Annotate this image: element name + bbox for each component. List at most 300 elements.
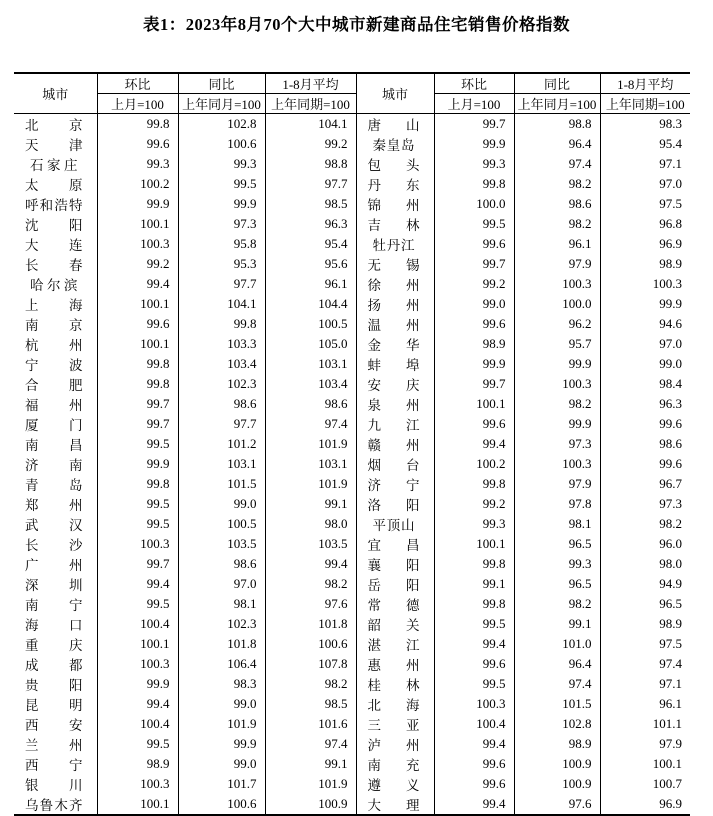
mom-value-cell: 99.7 (434, 374, 514, 394)
header-mom-base-left: 上月=100 (97, 94, 178, 114)
yoy-value-cell: 98.2 (514, 594, 600, 614)
mom-value-cell: 99.7 (97, 414, 178, 434)
avg-value-cell: 97.9 (659, 736, 682, 751)
header-yoy-left: 同比 (178, 73, 265, 94)
avg-value-cell: 98.4 (659, 376, 682, 391)
avg-value-cell: 96.7 (659, 476, 682, 491)
city-cell (356, 434, 434, 454)
mom-value-cell: 99.9 (434, 134, 514, 154)
avg-value-cell: 103.5 (265, 534, 356, 554)
city-cell (356, 274, 434, 294)
yoy-value-cell: 101.5 (514, 694, 600, 714)
yoy-value-cell: 103.4 (178, 354, 265, 374)
mom-value-cell: 99.6 (97, 314, 178, 334)
avg-value-cell: 94.9 (659, 576, 682, 591)
table-row (14, 594, 690, 614)
city-name: 泸州 (367, 738, 420, 753)
header-avg-right: 1-8月平均 (600, 73, 690, 94)
yoy-value-cell: 98.1 (178, 594, 265, 614)
mom-value-cell: 99.8 (97, 474, 178, 494)
city-name: 包头 (367, 158, 420, 173)
city-cell (356, 634, 434, 654)
city-cell (356, 694, 434, 714)
city-cell (14, 734, 97, 754)
yoy-value-cell: 97.9 (514, 254, 600, 274)
city-cell (356, 674, 434, 694)
mom-value-cell: 99.4 (434, 634, 514, 654)
avg-value-cell: 104.1 (265, 114, 356, 135)
avg-value-cell: 97.0 (659, 336, 682, 351)
city-cell (356, 514, 434, 534)
mom-value-cell: 99.1 (434, 574, 514, 594)
mom-value-cell: 100.1 (97, 334, 178, 354)
avg-value-cell: 96.9 (659, 796, 682, 811)
city-name: 扬州 (367, 298, 420, 313)
city-cell (14, 234, 97, 254)
yoy-value-cell: 97.3 (178, 214, 265, 234)
city-cell (14, 794, 97, 815)
table-row (14, 194, 690, 214)
avg-value-cell: 99.6 (659, 416, 682, 431)
city-cell (14, 354, 97, 374)
mom-value-cell: 100.1 (97, 634, 178, 654)
table-row (14, 494, 690, 514)
yoy-value-cell: 99.0 (178, 694, 265, 714)
avg-value-cell: 103.1 (265, 354, 356, 374)
mom-value-cell: 99.3 (434, 514, 514, 534)
header-yoy-right: 同比 (514, 73, 600, 94)
city-name: 安庆 (367, 378, 420, 393)
city-name: 唐山 (367, 118, 420, 133)
mom-value-cell: 99.8 (97, 114, 178, 135)
city-name: 遵义 (367, 778, 420, 793)
mom-value-cell: 99.7 (97, 554, 178, 574)
city-name: 牡丹江 (372, 238, 415, 253)
yoy-value-cell: 99.0 (178, 494, 265, 514)
mom-value-cell: 99.8 (434, 594, 514, 614)
city-cell (14, 434, 97, 454)
city-name: 温州 (367, 318, 420, 333)
mom-value-cell: 100.1 (97, 214, 178, 234)
city-name: 呼和浩特 (25, 198, 83, 213)
city-cell (356, 574, 434, 594)
yoy-value-cell: 98.1 (514, 514, 600, 534)
yoy-value-cell: 100.3 (514, 374, 600, 394)
city-name: 上海 (25, 298, 83, 313)
mom-value-cell: 99.5 (434, 614, 514, 634)
city-cell (14, 394, 97, 414)
table-row (14, 654, 690, 674)
yoy-value-cell: 95.7 (514, 334, 600, 354)
avg-value-cell: 97.1 (659, 676, 682, 691)
mom-value-cell: 99.5 (97, 594, 178, 614)
city-cell (14, 134, 97, 154)
mom-value-cell: 99.6 (434, 314, 514, 334)
yoy-value-cell: 98.2 (514, 394, 600, 414)
mom-value-cell: 99.8 (97, 374, 178, 394)
city-cell (356, 254, 434, 274)
city-name: 岳阳 (367, 578, 420, 593)
table-row (14, 674, 690, 694)
avg-value-cell: 107.8 (265, 654, 356, 674)
yoy-value-cell: 102.8 (178, 114, 265, 135)
avg-value-cell: 100.9 (265, 794, 356, 815)
city-cell (14, 314, 97, 334)
yoy-value-cell: 102.3 (178, 374, 265, 394)
header-avg-base-right: 上年同期=100 (600, 94, 690, 114)
city-cell (356, 234, 434, 254)
avg-value-cell: 97.0 (659, 176, 682, 191)
city-cell (14, 114, 97, 135)
city-cell (356, 214, 434, 234)
avg-value-cell: 96.1 (265, 274, 356, 294)
avg-value-cell: 97.3 (659, 496, 682, 511)
city-name: 合肥 (25, 378, 83, 393)
yoy-value-cell: 100.6 (178, 134, 265, 154)
city-name: 杭州 (25, 338, 83, 353)
city-cell (356, 174, 434, 194)
yoy-value-cell: 97.8 (514, 494, 600, 514)
header-row-top (14, 73, 690, 94)
price-index-table (14, 72, 690, 816)
city-cell (356, 394, 434, 414)
page-title: 表1：2023年8月70个大中城市新建商品住宅销售价格指数 (143, 15, 570, 34)
yoy-value-cell: 97.3 (514, 434, 600, 454)
city-cell (356, 594, 434, 614)
mom-value-cell: 99.9 (434, 354, 514, 374)
avg-value-cell: 98.0 (659, 556, 682, 571)
mom-value-cell: 98.9 (97, 754, 178, 774)
table-row (14, 554, 690, 574)
mom-value-cell: 99.6 (434, 774, 514, 794)
city-cell (14, 254, 97, 274)
mom-value-cell: 99.4 (434, 734, 514, 754)
mom-value-cell: 98.9 (434, 334, 514, 354)
avg-value-cell: 96.9 (659, 236, 682, 251)
avg-value-cell: 99.0 (659, 356, 682, 371)
city-cell (356, 614, 434, 634)
yoy-value-cell: 97.4 (514, 154, 600, 174)
table-row (14, 154, 690, 174)
city-name: 长春 (25, 258, 83, 273)
city-cell (14, 574, 97, 594)
yoy-value-cell: 96.5 (514, 534, 600, 554)
city-cell (14, 694, 97, 714)
yoy-value-cell: 99.9 (514, 414, 600, 434)
city-cell (14, 294, 97, 314)
city-name: 秦皇岛 (372, 138, 415, 153)
mom-value-cell: 99.4 (97, 274, 178, 294)
yoy-value-cell: 101.0 (514, 634, 600, 654)
yoy-value-cell: 97.7 (178, 414, 265, 434)
city-name: 重庆 (25, 638, 83, 653)
table-row (14, 534, 690, 554)
city-cell (14, 414, 97, 434)
yoy-value-cell: 97.7 (178, 274, 265, 294)
city-name: 银川 (25, 778, 83, 793)
city-cell (356, 754, 434, 774)
yoy-value-cell: 99.8 (178, 314, 265, 334)
avg-value-cell: 98.9 (659, 616, 682, 631)
mom-value-cell: 100.3 (434, 694, 514, 714)
yoy-value-cell: 100.9 (514, 774, 600, 794)
avg-value-cell: 98.5 (265, 694, 356, 714)
avg-value-cell: 103.1 (265, 454, 356, 474)
avg-value-cell: 98.0 (265, 514, 356, 534)
avg-value-cell: 100.1 (652, 756, 682, 771)
yoy-value-cell: 100.3 (514, 454, 600, 474)
avg-value-cell: 94.6 (659, 316, 682, 331)
avg-value-cell: 98.9 (659, 256, 682, 271)
city-name: 厦门 (25, 418, 83, 433)
yoy-value-cell: 98.2 (514, 214, 600, 234)
avg-value-cell: 101.6 (265, 714, 356, 734)
city-name: 九江 (367, 418, 420, 433)
yoy-value-cell: 106.4 (178, 654, 265, 674)
table-row (14, 614, 690, 634)
avg-value-cell: 101.9 (265, 774, 356, 794)
mom-value-cell: 99.6 (97, 134, 178, 154)
city-name: 宁波 (25, 358, 83, 373)
yoy-value-cell: 104.1 (178, 294, 265, 314)
table-row (14, 754, 690, 774)
city-name: 西宁 (25, 758, 83, 773)
city-name: 兰州 (25, 738, 83, 753)
city-cell (14, 194, 97, 214)
yoy-value-cell: 98.8 (514, 114, 600, 135)
avg-value-cell: 96.5 (659, 596, 682, 611)
avg-value-cell: 98.2 (659, 516, 682, 531)
header-avg-base-left: 上年同期=100 (265, 94, 356, 114)
mom-value-cell: 99.4 (434, 794, 514, 815)
city-cell (356, 314, 434, 334)
city-name: 成都 (25, 658, 83, 673)
table-row (14, 234, 690, 254)
mom-value-cell: 100.1 (97, 294, 178, 314)
yoy-value-cell: 100.5 (178, 514, 265, 534)
city-cell (14, 474, 97, 494)
avg-value-cell: 97.1 (659, 156, 682, 171)
avg-value-cell: 99.9 (659, 296, 682, 311)
table-row (14, 434, 690, 454)
city-name: 韶关 (367, 618, 420, 633)
avg-value-cell: 104.4 (265, 294, 356, 314)
city-cell (14, 334, 97, 354)
avg-value-cell: 103.4 (265, 374, 356, 394)
city-cell (356, 294, 434, 314)
avg-value-cell: 96.8 (659, 216, 682, 231)
city-name: 青岛 (25, 478, 83, 493)
yoy-value-cell: 98.2 (514, 174, 600, 194)
mom-value-cell: 99.9 (97, 194, 178, 214)
yoy-value-cell: 102.3 (178, 614, 265, 634)
mom-value-cell: 99.6 (434, 754, 514, 774)
table-row (14, 474, 690, 494)
yoy-value-cell: 98.6 (178, 394, 265, 414)
mom-value-cell: 99.8 (434, 174, 514, 194)
city-name: 赣州 (367, 438, 420, 453)
yoy-value-cell: 100.0 (514, 294, 600, 314)
city-name: 济南 (25, 458, 83, 473)
yoy-value-cell: 98.9 (514, 734, 600, 754)
header-city-right: 城市 (356, 73, 434, 114)
city-name: 无锡 (367, 258, 420, 273)
mom-value-cell: 99.7 (434, 254, 514, 274)
city-cell (356, 734, 434, 754)
yoy-value-cell: 98.6 (178, 554, 265, 574)
mom-value-cell: 100.4 (97, 614, 178, 634)
avg-value-cell: 101.8 (265, 614, 356, 634)
city-cell (14, 654, 97, 674)
table-row (14, 354, 690, 374)
avg-value-cell: 96.3 (659, 396, 682, 411)
avg-value-cell: 98.3 (659, 116, 682, 131)
table-row (14, 334, 690, 354)
city-name: 烟台 (367, 458, 420, 473)
avg-value-cell: 98.2 (265, 674, 356, 694)
yoy-value-cell: 99.3 (178, 154, 265, 174)
city-name: 天津 (25, 138, 83, 153)
mom-value-cell: 99.3 (97, 154, 178, 174)
city-cell (356, 534, 434, 554)
mom-value-cell: 99.8 (434, 474, 514, 494)
mom-value-cell: 100.3 (97, 774, 178, 794)
city-name: 平顶山 (372, 518, 415, 533)
city-cell (14, 714, 97, 734)
mom-value-cell: 100.1 (434, 394, 514, 414)
yoy-value-cell: 98.3 (178, 674, 265, 694)
mom-value-cell: 99.0 (434, 294, 514, 314)
yoy-value-cell: 101.2 (178, 434, 265, 454)
city-name: 惠州 (367, 658, 420, 673)
table-row (14, 214, 690, 234)
mom-value-cell: 99.9 (97, 674, 178, 694)
city-cell (356, 774, 434, 794)
city-cell (356, 134, 434, 154)
header-yoy-base-right: 上年同月=100 (514, 94, 600, 114)
avg-value-cell: 99.2 (265, 134, 356, 154)
mom-value-cell: 99.2 (434, 274, 514, 294)
table-row (14, 574, 690, 594)
mom-value-cell: 100.0 (434, 194, 514, 214)
table-row (14, 794, 690, 815)
yoy-value-cell: 101.9 (178, 714, 265, 734)
city-name: 贵阳 (25, 678, 83, 693)
city-cell (356, 454, 434, 474)
mom-value-cell: 99.6 (434, 414, 514, 434)
mom-value-cell: 99.5 (97, 734, 178, 754)
yoy-value-cell: 99.9 (514, 354, 600, 374)
yoy-value-cell: 103.5 (178, 534, 265, 554)
header-mom-right: 环比 (434, 73, 514, 94)
city-cell (356, 334, 434, 354)
city-name: 哈尔滨 (30, 278, 78, 293)
table-row (14, 274, 690, 294)
mom-value-cell: 99.2 (434, 494, 514, 514)
avg-value-cell: 99.6 (659, 456, 682, 471)
yoy-value-cell: 99.1 (514, 614, 600, 634)
mom-value-cell: 99.7 (97, 394, 178, 414)
mom-value-cell: 99.4 (97, 574, 178, 594)
mom-value-cell: 99.4 (97, 694, 178, 714)
city-cell (356, 474, 434, 494)
table-row (14, 714, 690, 734)
city-name: 吉林 (367, 218, 420, 233)
table-row (14, 394, 690, 414)
yoy-value-cell: 102.8 (514, 714, 600, 734)
avg-value-cell: 95.4 (265, 234, 356, 254)
yoy-value-cell: 97.9 (514, 474, 600, 494)
yoy-value-cell: 103.1 (178, 454, 265, 474)
city-name: 深圳 (25, 578, 83, 593)
city-name: 乌鲁木齐 (25, 798, 83, 813)
mom-value-cell: 99.5 (97, 494, 178, 514)
yoy-value-cell: 95.8 (178, 234, 265, 254)
yoy-value-cell: 97.4 (514, 674, 600, 694)
city-cell (356, 154, 434, 174)
city-name: 长沙 (25, 538, 83, 553)
mom-value-cell: 100.2 (97, 174, 178, 194)
avg-value-cell: 97.7 (265, 174, 356, 194)
city-name: 襄阳 (367, 558, 420, 573)
table-row (14, 634, 690, 654)
avg-value-cell: 96.0 (659, 536, 682, 551)
header-yoy-base-left: 上年同月=100 (178, 94, 265, 114)
city-name: 石家庄 (30, 158, 78, 173)
city-cell (14, 154, 97, 174)
city-name: 金华 (367, 338, 420, 353)
avg-value-cell: 100.3 (652, 276, 682, 291)
city-cell (356, 354, 434, 374)
mom-value-cell: 99.5 (434, 214, 514, 234)
mom-value-cell: 99.8 (97, 354, 178, 374)
city-name: 泉州 (367, 398, 420, 413)
table-row (14, 734, 690, 754)
city-name: 大连 (25, 238, 83, 253)
city-name: 北海 (367, 698, 420, 713)
city-name: 南京 (25, 318, 83, 333)
city-cell (14, 454, 97, 474)
yoy-value-cell: 95.3 (178, 254, 265, 274)
yoy-value-cell: 99.3 (514, 554, 600, 574)
yoy-value-cell: 99.9 (178, 734, 265, 754)
header-avg-left: 1-8月平均 (265, 73, 356, 94)
city-cell (356, 794, 434, 815)
city-cell (356, 414, 434, 434)
avg-value-cell: 98.2 (265, 574, 356, 594)
city-name: 广州 (25, 558, 83, 573)
mom-value-cell: 100.2 (434, 454, 514, 474)
yoy-value-cell: 96.4 (514, 134, 600, 154)
city-name: 常德 (367, 598, 420, 613)
header-city-left: 城市 (14, 73, 97, 114)
table-row (14, 314, 690, 334)
table-row (14, 374, 690, 394)
avg-value-cell: 97.5 (659, 636, 682, 651)
city-cell (14, 274, 97, 294)
avg-value-cell: 99.4 (265, 554, 356, 574)
table-row (14, 694, 690, 714)
avg-value-cell: 100.7 (652, 776, 682, 791)
avg-value-cell: 95.4 (659, 136, 682, 151)
city-cell (14, 174, 97, 194)
city-cell (356, 714, 434, 734)
city-cell (356, 494, 434, 514)
avg-value-cell: 101.1 (652, 716, 682, 731)
yoy-value-cell: 96.4 (514, 654, 600, 674)
table-header (14, 73, 690, 114)
city-cell (14, 534, 97, 554)
